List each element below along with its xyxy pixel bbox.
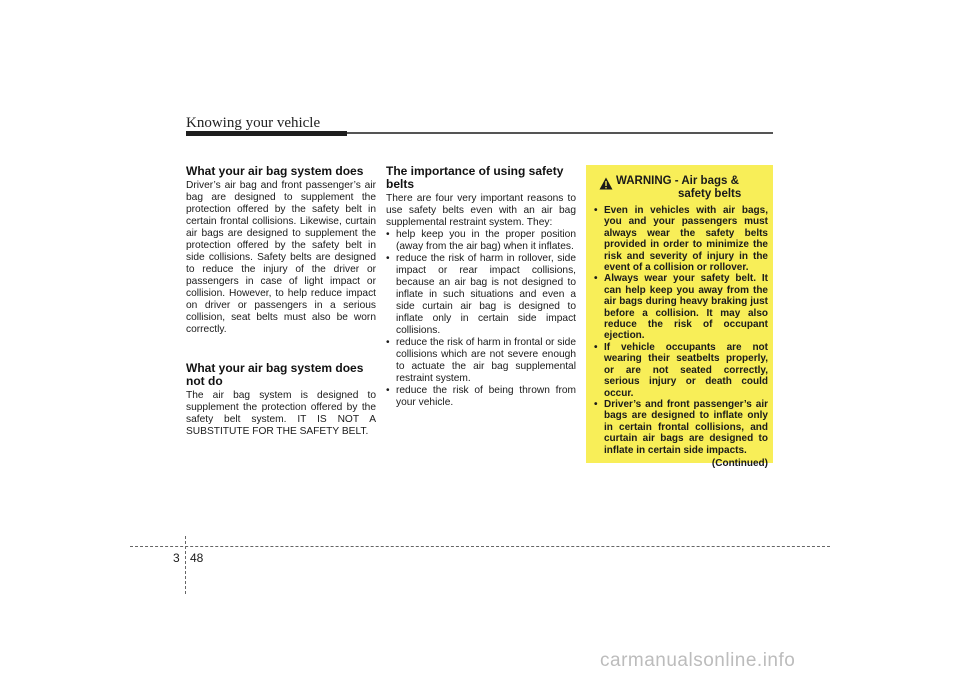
list-item: • Always wear your safety belt. It can help keep you away from the air bags during heavy braking just before a collision. It may also reduce the risk of occupant ejection. xyxy=(594,273,768,341)
list-item: • reduce the risk of being thrown from your vehicle. xyxy=(386,385,576,409)
warning-box xyxy=(586,165,773,469)
section-heading-safety-belts: The importance of using safety belts xyxy=(386,164,564,191)
section-body-does-not: The air bag system is designed to supplement the protection offered by the safety belt system. IT IS NOT A SUBSTITUTE FOR THE SAFETY BELT. xyxy=(186,390,376,437)
section-heading-does-not: What your air bag system does not do xyxy=(186,361,364,388)
footer-vertical-divider xyxy=(185,536,186,594)
section-body-does: Driver’s air bag and front passenger’s air bag are designed to supplement the protection offered by the safety belt in certain frontal collisions. Likewise, curtain air bags are designed to supplement the protection offered by the safety belt in side collisions. Safety belts are designed to reduce the injury of the driver or passengers in case of light impact or collision. However, to help reduce impact on driver or passengers in a serious collision, seat belts must also be worn correctly. xyxy=(186,180,376,335)
header-accent-bar xyxy=(186,131,347,136)
section-intro-safety-belts: There are four very important reasons to use safety belts even with an air bag supplemental restraint system. They: xyxy=(386,193,576,228)
warning-triangle-icon xyxy=(599,177,613,190)
header-title: Knowing your vehicle xyxy=(186,115,321,131)
section-heading-does: What your air bag system does xyxy=(186,164,364,178)
reasons-list xyxy=(386,229,576,409)
list-item: • If vehicle occupants are not wearing their seatbelts properly, or are not seated correctly, serious injury or death could occur. xyxy=(594,342,768,399)
chapter-number: 3 xyxy=(173,551,180,565)
warning-title-line2: safety belts xyxy=(678,188,742,200)
warning-title xyxy=(594,175,768,201)
list-item: • help keep you in the proper position (away from the air bag) when it inflates. xyxy=(386,229,576,253)
list-item: • reduce the risk of harm in rollover, side impact or rear impact collisions, because an air bag is not designed to inflate in such situations and even a side curtain air bag is designed to inflate only in certain side impact collisions. xyxy=(386,253,576,337)
page-number: 48 xyxy=(190,551,204,565)
watermark: carmanualsonline.info xyxy=(600,650,796,671)
warning-list xyxy=(594,205,768,456)
list-item: • reduce the risk of harm in frontal or side collisions which are not severe enough to actuate the air bag supplemental restraint system. xyxy=(386,337,576,385)
warning-title-line1: WARNING - Air bags & xyxy=(616,175,739,187)
list-item: • Even in vehicles with air bags, you and your passengers must always wear the safety belts provided in order to minimize the risk and severity of injury in the event of a collision or rollover. xyxy=(594,205,768,273)
footer-divider xyxy=(130,546,830,547)
continued-label: (Continued) xyxy=(711,457,768,469)
list-item: • Driver’s and front passenger’s air bags are designed to inflate only in certain frontal collisions, and curtain air bags are designed to inflate in certain side impacts. xyxy=(594,399,768,456)
column-middle xyxy=(386,165,576,409)
column-left xyxy=(186,165,376,438)
